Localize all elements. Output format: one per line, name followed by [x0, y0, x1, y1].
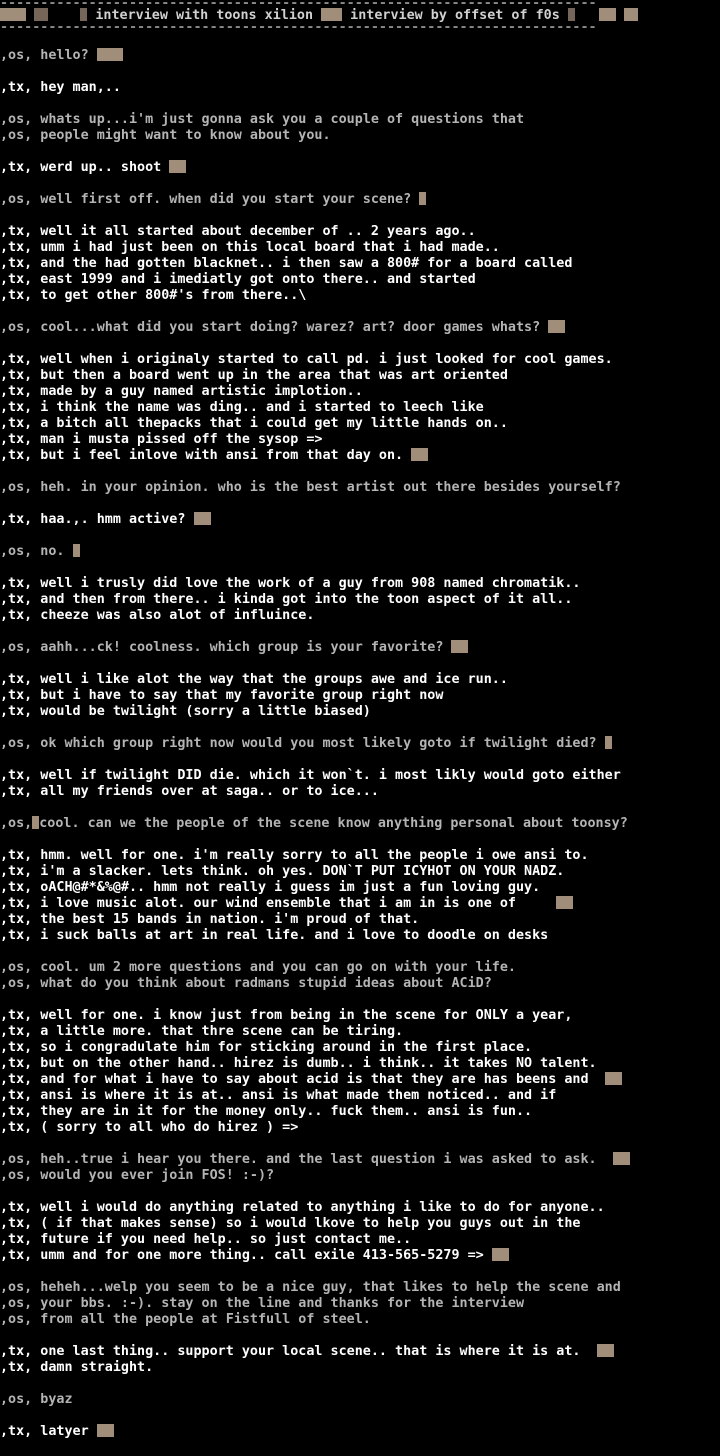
answer-line: [0, 240, 720, 256]
spacer: [0, 528, 720, 544]
answer-line: [0, 1216, 720, 1232]
spacer: [0, 944, 720, 960]
question-line: [0, 48, 720, 64]
shade-block: [411, 448, 428, 461]
spacer: [0, 144, 720, 160]
line-text: ,os,: [0, 816, 33, 831]
answer-line: [0, 1024, 720, 1040]
line-text: ,tx, and the had gotten blacknet.. i then saw a 800# for a board called: [0, 256, 573, 271]
line-text: ,tx, well when i originaly started to call pd. i just looked for cool games.: [0, 352, 613, 367]
line-text: ,os, hello?: [0, 48, 89, 63]
answer-line: [0, 160, 720, 176]
question-line: [0, 640, 720, 656]
line-text: ,tx, they are in it for the money only.. fuck them.. ansi is fun..: [0, 1104, 533, 1119]
shade-block: [97, 1424, 114, 1437]
answer-line: [0, 400, 720, 416]
answer-line: [0, 896, 720, 912]
answer-line: [0, 1040, 720, 1056]
answer-line: [0, 272, 720, 288]
shade-block: [624, 8, 638, 21]
line-text: ,tx, ansi is where it is at.. ansi is what made them noticed.. and if: [0, 1088, 557, 1103]
answer-line: [0, 384, 720, 400]
shade-block: [97, 48, 123, 61]
spacer: [0, 992, 720, 1008]
answer-line: [0, 1120, 720, 1136]
question-line: [0, 960, 720, 976]
answer-line: [0, 1088, 720, 1104]
answer-line: [0, 1008, 720, 1024]
line-text: ,os, aahh...ck! coolness. which group is your favorite?: [0, 640, 444, 655]
spacer: [0, 1264, 720, 1280]
spacer: [0, 304, 720, 320]
line-text: ,os, from all the people at Fistfull of steel.: [0, 1312, 371, 1327]
shade-block: [321, 8, 342, 21]
header-title: interview with toons xilion: [95, 8, 314, 23]
line-text: ,tx, i love music alot. our wind ensemble that i am in is one of: [0, 896, 549, 911]
answer-line: [0, 608, 720, 624]
answer-line: [0, 1072, 720, 1088]
answer-line: [0, 912, 720, 928]
spacer: [0, 496, 720, 512]
answer-line: [0, 768, 720, 784]
spacer: [0, 1136, 720, 1152]
answer-line: [0, 784, 720, 800]
line-text: ,os, heh. in your opinion. who is the best artist out there besides yourself?: [0, 480, 621, 495]
line-text: ,tx, future if you need help.. so just contact me..: [0, 1232, 412, 1247]
question-line: [0, 1296, 720, 1312]
answer-line: [0, 928, 720, 944]
line-text: ,tx, but then a board went up in the area that was art oriented: [0, 368, 508, 383]
line-text: ,os, ok which group right now would you most likely goto if twilight died?: [0, 736, 597, 751]
line-text: ,tx, haa.,. hmm active?: [0, 512, 186, 527]
spacer: [0, 464, 720, 480]
answer-line: [0, 1104, 720, 1120]
spacer: [0, 336, 720, 352]
line-text: ,tx, ( sorry to all who do hirez ) =>: [0, 1120, 299, 1135]
line-text: ,tx, well i trusly did love the work of a guy from 908 named chromatik..: [0, 576, 581, 591]
shade-block: [605, 1072, 622, 1085]
question-line: [0, 1168, 720, 1184]
spacer: [0, 1184, 720, 1200]
line-text: ,os, cool. um 2 more questions and you can go on with your life.: [0, 960, 516, 975]
line-text: ,os, cool...what did you start doing? warez? art? door games whats?: [0, 320, 541, 335]
header-byline: interview by offset of f0s: [350, 8, 560, 23]
answer-line: [0, 1200, 720, 1216]
answer-line: [0, 848, 720, 864]
line-text: ,tx, well i like alot the way that the groups awe and ice run..: [0, 672, 508, 687]
line-text: ,tx, all my friends over at saga.. or to ice...: [0, 784, 379, 799]
answer-line: [0, 1232, 720, 1248]
line-text: ,os, heh..true i hear you there. and the last question i was asked to ask.: [0, 1152, 605, 1167]
line-text: ,tx, well if twilight DID die. which it won`t. i most likly would goto either: [0, 768, 621, 783]
question-line: [0, 736, 720, 752]
spacer: [0, 1376, 720, 1392]
answer-line: [0, 1248, 720, 1264]
line-text: ,tx, i think the name was ding.. and i started to leech like: [0, 400, 484, 415]
answer-line: [0, 224, 720, 240]
spacer: [0, 560, 720, 576]
answer-line: [0, 352, 720, 368]
spacer: [0, 1408, 720, 1424]
line-text: ,os, whats up...i'm just gonna ask you a couple of questions that: [0, 112, 525, 127]
shade-block: [194, 512, 211, 525]
spacer: [0, 96, 720, 112]
line-text: ,os, byaz: [0, 1392, 73, 1407]
spacer: [0, 624, 720, 640]
line-text: ,tx, hey man,..: [0, 80, 121, 95]
spacer: [0, 64, 720, 80]
line-text: ,tx, a bitch all thepacks that i could get my little hands on..: [0, 416, 508, 431]
question-line: [0, 544, 720, 560]
shade-block: [613, 1152, 630, 1165]
spacer: [0, 800, 720, 816]
header-top-rule: --------------------------------------------------------------------------: [0, 0, 597, 8]
interview-body: [0, 48, 720, 1440]
shade-block: [34, 8, 48, 21]
question-line: [0, 320, 720, 336]
shade-block: [0, 8, 26, 21]
shade-block: [169, 160, 186, 173]
line-text: ,tx, hmm. well for one. i'm really sorry to all the people i owe ansi to.: [0, 848, 589, 863]
question-line: [0, 1152, 720, 1168]
line-text: ,os, your bbs. :-). stay on the line and thanks for the interview: [0, 1296, 525, 1311]
line-text: ,os, people might want to know about you.: [0, 128, 331, 143]
line-text: ,tx, damn straight.: [0, 1360, 154, 1375]
question-line: [0, 1312, 720, 1328]
line-text: ,tx, to get other 800#'s from there..\: [0, 288, 307, 303]
line-text: ,tx, i'm a slacker. lets think. oh yes. DON`T PUT ICYHOT ON YOUR NADZ.: [0, 864, 565, 879]
spacer: [0, 208, 720, 224]
question-line: [0, 480, 720, 496]
answer-line: [0, 1056, 720, 1072]
shade-block: [556, 896, 573, 909]
line-text: ,tx, but i have to say that my favorite group right now: [0, 688, 444, 703]
question-line: [0, 1280, 720, 1296]
answer-line: [0, 1360, 720, 1376]
answer-line: [0, 672, 720, 688]
line-text: ,tx, umm and for one more thing.. call exile 413-565-5279 =>: [0, 1248, 484, 1263]
line-text: ,os, what do you think about radmans stupid ideas about ACiD?: [0, 976, 492, 991]
header-bottom-rule: --------------------------------------------------------------------------: [0, 24, 597, 32]
spacer: [0, 720, 720, 736]
line-text: ,tx, oACH@#*&%@#.. hmm not really i guess im just a fun loving guy.: [0, 880, 541, 895]
line-text: ,tx, umm i had just been on this local board that i had made..: [0, 240, 500, 255]
shade-block: [605, 736, 612, 749]
line-text: ,tx, east 1999 and i imediatly got onto there.. and started: [0, 272, 476, 287]
answer-line: [0, 448, 720, 464]
line-text: ,tx, cheeze was also alot of influince.: [0, 608, 315, 623]
question-line: [0, 128, 720, 144]
line-text: ,tx, made by a guy named artistic implotion..: [0, 384, 363, 399]
answer-line: [0, 432, 720, 448]
line-text: ,tx, a little more. that thre scene can be tiring.: [0, 1024, 404, 1039]
answer-line: [0, 416, 720, 432]
answer-line: [0, 688, 720, 704]
spacer: [0, 1328, 720, 1344]
line-text: ,tx, latyer: [0, 1424, 89, 1439]
question-line: [0, 816, 720, 832]
line-text: ,tx, well it all started about december of .. 2 years ago..: [0, 224, 476, 239]
answer-line: [0, 1344, 720, 1360]
spacer: [0, 832, 720, 848]
answer-line: [0, 576, 720, 592]
question-line: [0, 1392, 720, 1408]
line-text: ,os, no.: [0, 544, 65, 559]
spacer: [0, 656, 720, 672]
answer-line: [0, 288, 720, 304]
line-text: ,tx, the best 15 bands in nation. i'm proud of that.: [0, 912, 420, 927]
line-text: ,tx, werd up.. shoot: [0, 160, 162, 175]
line-text: ,tx, man i musta pissed off the sysop =>: [0, 432, 323, 447]
answer-line: [0, 592, 720, 608]
spacer: [0, 176, 720, 192]
question-line: [0, 112, 720, 128]
line-text: ,tx, ( if that makes sense) so i would lkove to help you guys out in the: [0, 1216, 581, 1231]
line-text: ,os, well first off. when did you start your scene?: [0, 192, 412, 207]
line-text: cool. can we the people of the scene know anything personal about toonsy?: [39, 816, 628, 831]
shade-block: [492, 1248, 509, 1261]
line-text: ,tx, and for what i have to say about acid is that they are has beens and: [0, 1072, 597, 1087]
line-text: ,tx, well i would do anything related to anything i like to do for anyone..: [0, 1200, 605, 1215]
line-text: ,tx, one last thing.. support your local scene.. that is where it is at.: [0, 1344, 589, 1359]
question-line: [0, 192, 720, 208]
answer-line: [0, 880, 720, 896]
shade-block: [568, 8, 575, 21]
header-title-bar: [0, 8, 720, 24]
shade-block: [73, 544, 80, 557]
answer-line: [0, 80, 720, 96]
shade-block: [451, 640, 468, 653]
line-text: ,tx, but i feel inlove with ansi from that day on.: [0, 448, 404, 463]
spacer: [0, 32, 720, 48]
line-text: ,os, heheh...welp you seem to be a nice guy, that likes to help the scene and: [0, 1280, 621, 1295]
answer-line: [0, 864, 720, 880]
shade-block: [80, 8, 87, 21]
shade-block: [419, 192, 426, 205]
line-text: ,tx, but on the other hand.. hirez is dumb.. i think.. it takes NO talent.: [0, 1056, 597, 1071]
line-text: ,tx, i suck balls at art in real life. and i love to doodle on desks: [0, 928, 549, 943]
spacer: [0, 752, 720, 768]
answer-line: [0, 1424, 720, 1440]
answer-line: [0, 704, 720, 720]
shade-block: [597, 1344, 614, 1357]
line-text: ,tx, and then from there.. i kinda got into the toon aspect of it all..: [0, 592, 573, 607]
answer-line: [0, 368, 720, 384]
shade-block: [599, 8, 616, 21]
line-text: ,tx, would be twilight (sorry a little biased): [0, 704, 371, 719]
answer-line: [0, 512, 720, 528]
line-text: ,os, would you ever join FOS! :-)?: [0, 1168, 275, 1183]
line-text: ,tx, well for one. i know just from being in the scene for ONLY a year,: [0, 1008, 573, 1023]
line-text: ,tx, so i congradulate him for sticking around in the first place.: [0, 1040, 533, 1055]
question-line: [0, 976, 720, 992]
answer-line: [0, 256, 720, 272]
shade-block: [548, 320, 565, 333]
